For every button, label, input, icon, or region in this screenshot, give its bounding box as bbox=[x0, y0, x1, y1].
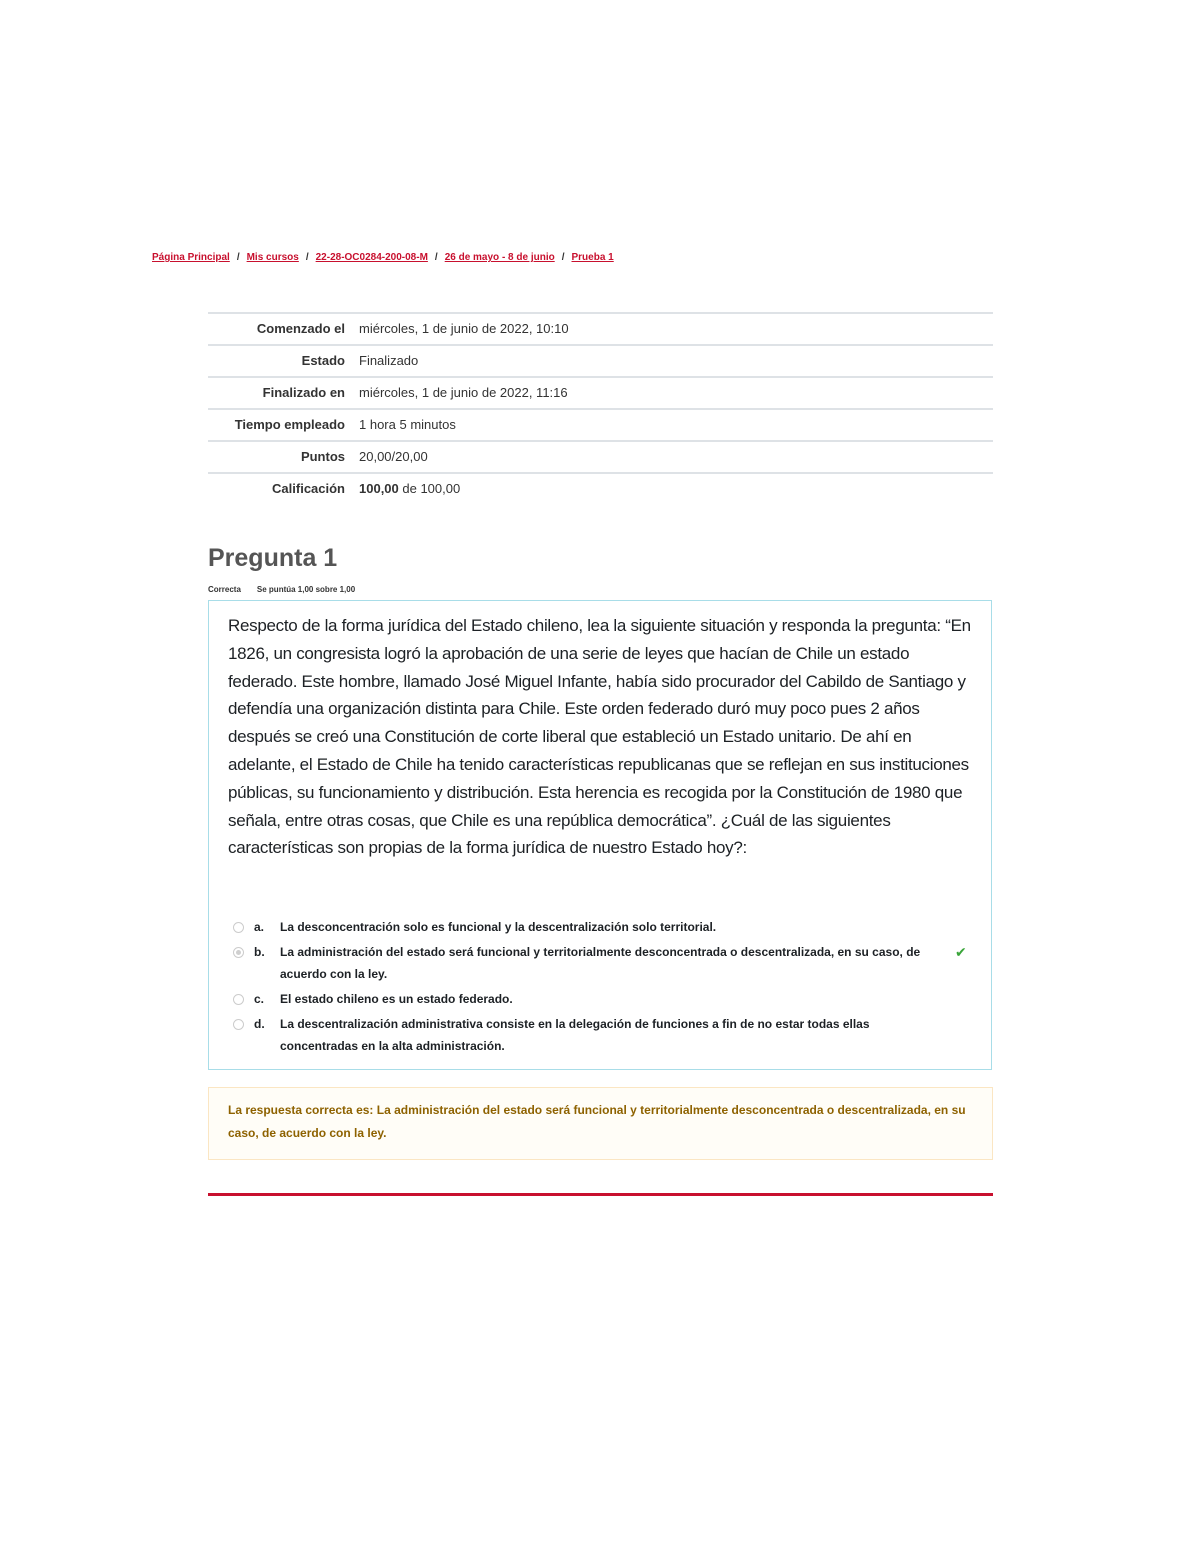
correct-answer-feedback: La respuesta correcta es: La administración del estado será funcional y territorialmente desconcentrada o descentralizada, en su caso, de acuerdo con la ley. bbox=[208, 1087, 993, 1160]
answer-radio[interactable] bbox=[233, 994, 244, 1005]
question-text: Respecto de la forma jurídica del Estado chileno, lea la siguiente situación y responda la pregunta: “En 1826, un congresista logró la aprobación de una serie de leyes que hacían de Chile un estado federado. Este hombre, llamado José Miguel Infante, había sido procurador del Cabildo de Santiago y defendía una organización distinta para Chile. Este orden federado duró muy poco pues 2 años después se creó una Constitución de corte liberal que estableció un Estado unitario. De ahí en adelante, el Estado de Chile ha tenido características republicanas que se reflejan en sus instituciones públicas, su funcionamiento y distribución. Esta herencia es recogida por la Constitución de 1980 que señala, entre otras cosas, que Chile es una república democrática”. ¿Cuál de las siguientes características son propias de la forma jurídica de nuestro Estado hoy?: bbox=[228, 616, 971, 858]
answer-text: La desconcentración solo es funcional y la descentralización solo territorial. bbox=[280, 920, 717, 934]
grade-max: de 100,00 bbox=[398, 481, 461, 496]
summary-value: miércoles, 1 de junio de 2022, 11:16 bbox=[359, 385, 568, 400]
summary-label: Puntos bbox=[300, 449, 345, 464]
summary-label: Finalizado en bbox=[262, 385, 345, 400]
question-content-box bbox=[208, 600, 992, 1070]
answer-letter: c. bbox=[254, 992, 265, 1006]
summary-value: miércoles, 1 de junio de 2022, 10:10 bbox=[359, 321, 569, 336]
answer-option-a bbox=[233, 916, 978, 938]
breadcrumb-quiz-link[interactable]: Prueba 1 bbox=[571, 252, 614, 263]
summary-label: Tiempo empleado bbox=[234, 417, 345, 432]
summary-value: 1 hora 5 minutos bbox=[359, 417, 456, 432]
summary-value: Finalizado bbox=[359, 353, 419, 368]
breadcrumb-my-courses-link[interactable]: Mis cursos bbox=[246, 252, 299, 263]
breadcrumb-section-link[interactable]: 26 de mayo - 8 de junio bbox=[444, 252, 555, 263]
breadcrumb-separator: / bbox=[434, 252, 438, 263]
summary-row-status bbox=[208, 345, 993, 377]
answer-letter: b. bbox=[254, 945, 265, 959]
breadcrumb-separator: / bbox=[561, 252, 565, 263]
answer-letter: a. bbox=[254, 920, 265, 934]
summary-label: Estado bbox=[301, 353, 345, 368]
question-score: Se puntúa 1,00 sobre 1,00 bbox=[256, 585, 356, 594]
answer-radio[interactable] bbox=[233, 1019, 244, 1030]
grade-value: 100,00 bbox=[359, 481, 399, 496]
summary-value: 20,00/20,00 bbox=[359, 449, 428, 464]
summary-value bbox=[359, 473, 993, 504]
divider bbox=[208, 1193, 993, 1196]
answer-option-d bbox=[233, 1013, 978, 1057]
check-icon: ✔ bbox=[955, 944, 967, 960]
answer-option-b bbox=[233, 941, 978, 985]
breadcrumb-course-link[interactable]: 22-28-OC0284-200-08-M bbox=[315, 252, 428, 263]
answer-text: La administración del estado será funcional y territorialmente desconcentrada o descentralizada, en su caso, de acuerdo con la ley. bbox=[280, 945, 921, 981]
breadcrumb-separator: / bbox=[305, 252, 309, 263]
answer-list bbox=[233, 916, 978, 1060]
summary-row-started bbox=[208, 313, 993, 345]
breadcrumb bbox=[152, 252, 614, 263]
question-info bbox=[208, 585, 355, 594]
answer-letter: d. bbox=[254, 1017, 265, 1031]
summary-label: Comenzado el bbox=[256, 321, 345, 336]
attempt-summary-table bbox=[208, 312, 993, 504]
summary-row-marks bbox=[208, 441, 993, 473]
breadcrumb-home-link[interactable]: Página Principal bbox=[152, 252, 230, 263]
answer-text: El estado chileno es un estado federado. bbox=[280, 992, 513, 1006]
question-title: Pregunta 1 bbox=[208, 544, 338, 572]
question-status: Correcta bbox=[208, 585, 241, 594]
answer-text: La descentralización administrativa consiste en la delegación de funciones a fin de no estar todas ellas concentradas en la alta administración. bbox=[280, 1017, 870, 1053]
summary-row-time-taken bbox=[208, 409, 993, 441]
summary-row-finished bbox=[208, 377, 993, 409]
answer-option-c bbox=[233, 988, 978, 1010]
answer-radio[interactable] bbox=[233, 922, 244, 933]
summary-label: Calificación bbox=[272, 481, 345, 496]
breadcrumb-separator: / bbox=[236, 252, 240, 263]
answer-radio-selected[interactable] bbox=[233, 947, 244, 958]
summary-row-grade bbox=[208, 473, 993, 504]
